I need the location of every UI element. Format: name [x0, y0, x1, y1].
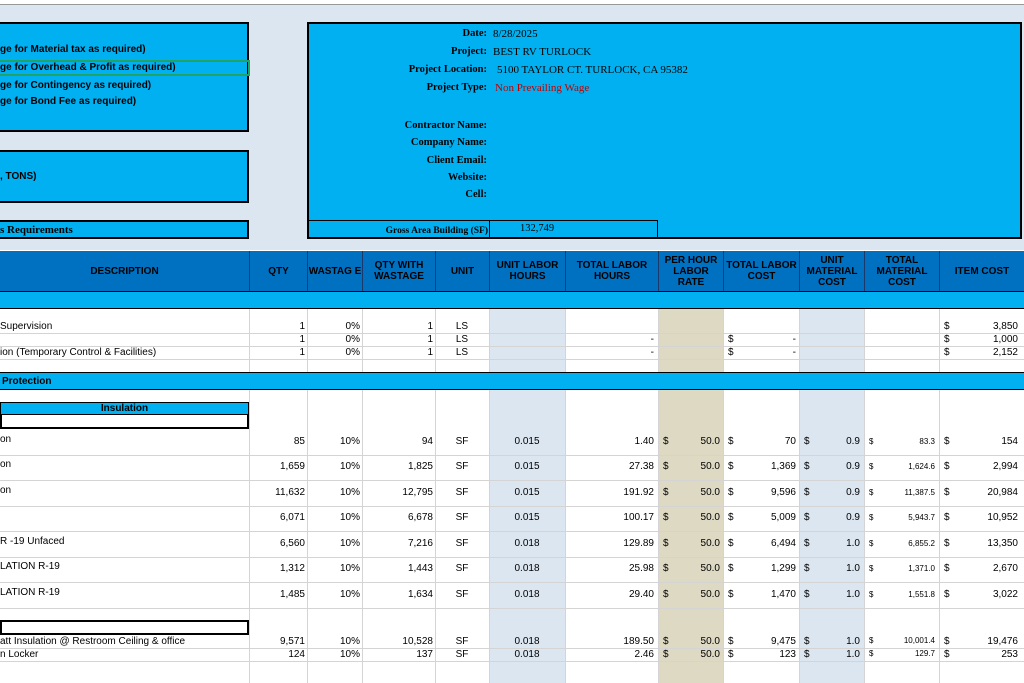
- cell-wastage[interactable]: 0%: [345, 321, 360, 332]
- note-overhead: ge for Overhead & Profit as required): [0, 62, 176, 73]
- protection-section-title: Protection: [2, 376, 52, 387]
- col-qty[interactable]: QTY: [250, 251, 308, 291]
- cell-material-currency[interactable]: $: [869, 590, 874, 599]
- cell-material-currency[interactable]: $: [869, 462, 874, 471]
- cell-unit-material-cost[interactable]: 1.0: [846, 563, 860, 574]
- cell-labor-cost[interactable]: -: [792, 334, 796, 345]
- cell-description[interactable]: on: [0, 485, 12, 496]
- cell-labor-rate[interactable]: 50.0: [700, 487, 720, 498]
- cell-material-cost[interactable]: 83.3: [919, 437, 935, 446]
- cell-item-cost-currency[interactable]: $: [944, 512, 950, 523]
- cell-item-cost-currency[interactable]: $: [944, 487, 950, 498]
- cell-item-cost[interactable]: 3,850: [992, 321, 1018, 332]
- cell-wastage[interactable]: 0%: [345, 334, 360, 345]
- gross-area-label: Gross Area Building (SF): [385, 226, 488, 236]
- cell-unit-material-currency[interactable]: $: [804, 649, 810, 660]
- project-value: BEST RV TURLOCK: [493, 46, 592, 58]
- location-label: Project Location:: [408, 64, 487, 75]
- cell-item-cost-currency[interactable]: $: [944, 321, 950, 332]
- cell-item-cost[interactable]: 10,952: [987, 512, 1018, 523]
- cell-item-cost-currency[interactable]: $: [944, 563, 950, 574]
- cell-labor-cost[interactable]: 70: [784, 436, 796, 447]
- col-total-labor-hours[interactable]: TOTAL LABOR HOURS: [566, 251, 659, 291]
- cell-labor-cost-currency[interactable]: $: [728, 436, 734, 447]
- cell-rate-currency[interactable]: $: [663, 436, 669, 447]
- cell-material-cost[interactable]: 11,387.5: [904, 488, 935, 497]
- cell-labor-cost[interactable]: 1,299: [770, 563, 796, 574]
- cell-unit[interactable]: SF: [455, 563, 469, 574]
- cell-unit[interactable]: LS: [455, 334, 469, 345]
- col-unit-material-cost[interactable]: UNIT MATERIAL COST: [800, 251, 865, 291]
- cell-labor-rate[interactable]: 50.0: [700, 436, 720, 447]
- cell-wastage[interactable]: 10%: [339, 487, 360, 498]
- cell-total-labor-hours[interactable]: 100.17: [623, 512, 654, 523]
- insulation-group-box: [0, 415, 249, 429]
- cell-item-cost[interactable]: 1,000: [992, 334, 1018, 345]
- cell-description[interactable]: on: [0, 459, 12, 470]
- cell-material-cost[interactable]: 1,624.6: [908, 462, 935, 471]
- batt-group-box: [0, 620, 249, 635]
- cell-item-cost-currency[interactable]: $: [944, 334, 950, 345]
- date-label: Date:: [462, 28, 487, 39]
- cell-labor-rate[interactable]: 50.0: [700, 512, 720, 523]
- cell-total-labor-hours[interactable]: 2.46: [634, 649, 654, 660]
- cell-unit-material-cost[interactable]: 1.0: [846, 636, 860, 647]
- cell-item-cost-currency[interactable]: $: [944, 461, 950, 472]
- cell-wastage[interactable]: 10%: [339, 589, 360, 600]
- cell-qty[interactable]: 1: [299, 334, 305, 345]
- cell-description[interactable]: n Locker: [0, 649, 39, 660]
- markup-notes-box: [0, 22, 249, 132]
- cell-unit-material-currency[interactable]: $: [804, 436, 810, 447]
- cell-qty[interactable]: 1,659: [279, 461, 305, 472]
- insulation-subheader-title: Insulation: [100, 403, 149, 414]
- cell-qty-with-wastage[interactable]: 7,216: [407, 538, 433, 549]
- cell-material-currency[interactable]: $: [869, 564, 874, 573]
- cell-unit[interactable]: SF: [455, 649, 469, 660]
- cell-labor-rate[interactable]: 50.0: [700, 649, 720, 660]
- cell-description[interactable]: Supervision: [0, 321, 53, 332]
- cell-total-labor-hours[interactable]: 29.40: [628, 589, 654, 600]
- cell-unit-material-cost[interactable]: 0.9: [846, 461, 860, 472]
- cell-material-cost[interactable]: 129.7: [914, 649, 935, 658]
- cell-unit-material-cost[interactable]: 1.0: [846, 538, 860, 549]
- cell-unit-material-currency[interactable]: $: [804, 512, 810, 523]
- row-separator: [0, 608, 1024, 609]
- cell-qty-with-wastage[interactable]: 1: [427, 347, 433, 358]
- cell-unit-material-cost[interactable]: 1.0: [846, 649, 860, 660]
- col-labor-rate[interactable]: PER HOUR LABOR RATE: [659, 251, 724, 291]
- cell-labor-cost-currency[interactable]: $: [728, 563, 734, 574]
- cell-labor-cost-currency[interactable]: $: [728, 461, 734, 472]
- cell-wastage[interactable]: 10%: [339, 512, 360, 523]
- cell-qty-with-wastage[interactable]: 1,825: [407, 461, 433, 472]
- row-separator: [0, 582, 1024, 583]
- cell-material-cost[interactable]: 1,371.0: [908, 564, 935, 573]
- col-item-cost[interactable]: ITEM COST: [940, 251, 1024, 291]
- row-separator: [0, 557, 1024, 558]
- cell-qty[interactable]: 9,571: [279, 636, 305, 647]
- cell-unit-material-cost[interactable]: 1.0: [846, 589, 860, 600]
- cell-item-cost[interactable]: 19,476: [987, 636, 1018, 647]
- cell-item-cost[interactable]: 2,670: [992, 563, 1018, 574]
- gross-area-value: 132,749: [520, 223, 555, 234]
- units-box: [0, 150, 249, 203]
- col-wastage[interactable]: WASTAG E: [308, 251, 363, 291]
- general-section-bar: [0, 291, 1024, 309]
- cell-qty-with-wastage[interactable]: 10,528: [402, 636, 433, 647]
- cell-wastage[interactable]: 10%: [339, 538, 360, 549]
- cell-item-cost-currency[interactable]: $: [944, 649, 950, 660]
- cell-total-labor-hours[interactable]: 1.40: [634, 436, 654, 447]
- col-unit[interactable]: UNIT: [436, 251, 490, 291]
- cell-labor-cost-currency[interactable]: $: [728, 538, 734, 549]
- cell-qty[interactable]: 1,485: [279, 589, 305, 600]
- cell-total-labor-hours[interactable]: 27.38: [628, 461, 654, 472]
- row-separator: [0, 661, 1024, 662]
- type-label: Project Type:: [426, 82, 487, 93]
- cell-unit[interactable]: SF: [455, 487, 469, 498]
- cell-wastage[interactable]: 10%: [339, 563, 360, 574]
- cell-unit[interactable]: LS: [455, 347, 469, 358]
- cell-unit-labor-hours[interactable]: 0.015: [514, 487, 540, 498]
- cell-item-cost[interactable]: 253: [1001, 649, 1018, 660]
- cell-qty-with-wastage[interactable]: 94: [421, 436, 433, 447]
- cell-unit-labor-hours[interactable]: 0.015: [514, 461, 540, 472]
- cell-total-labor-hours[interactable]: -: [650, 347, 654, 358]
- cell-item-cost[interactable]: 2,994: [992, 461, 1018, 472]
- row-separator: [0, 333, 1024, 334]
- cell-material-cost[interactable]: 1,551.8: [908, 590, 935, 599]
- cell-labor-cost-currency[interactable]: $: [728, 334, 734, 345]
- row-separator: [0, 455, 1024, 456]
- note-units: , TONS): [0, 171, 37, 182]
- cell-material-currency[interactable]: $: [869, 488, 874, 497]
- cell-unit[interactable]: SF: [455, 589, 469, 600]
- cell-wastage[interactable]: 10%: [339, 436, 360, 447]
- cell-labor-rate[interactable]: 50.0: [700, 563, 720, 574]
- row-separator: [0, 359, 1024, 360]
- note-bond: ge for Bond Fee as required): [0, 96, 137, 107]
- cell-item-cost[interactable]: 2,152: [992, 347, 1018, 358]
- cell-unit[interactable]: SF: [455, 636, 469, 647]
- cell-description[interactable]: R -19 Unfaced: [0, 536, 65, 547]
- cell-unit-material-cost[interactable]: 0.9: [846, 512, 860, 523]
- cell-unit-material-cost[interactable]: 0.9: [846, 436, 860, 447]
- cell-qty-with-wastage[interactable]: 1,443: [407, 563, 433, 574]
- cell-labor-cost-currency[interactable]: $: [728, 649, 734, 660]
- cell-unit-labor-hours[interactable]: 0.018: [514, 563, 540, 574]
- cell-labor-rate[interactable]: 50.0: [700, 636, 720, 647]
- cell-rate-currency[interactable]: $: [663, 461, 669, 472]
- cell-total-labor-hours[interactable]: 191.92: [623, 487, 654, 498]
- col-unit-labor-hours[interactable]: UNIT LABOR HOURS: [490, 251, 566, 291]
- cell-unit[interactable]: SF: [455, 461, 469, 472]
- col-total-labor-cost[interactable]: TOTAL LABOR COST: [724, 251, 800, 291]
- col-qty-with-wastage[interactable]: QTY WITH WASTAGE: [363, 251, 436, 291]
- cell-labor-rate[interactable]: 50.0: [700, 538, 720, 549]
- cell-rate-currency[interactable]: $: [663, 563, 669, 574]
- cell-material-currency[interactable]: $: [869, 636, 874, 645]
- cell-item-cost-currency[interactable]: $: [944, 636, 950, 647]
- cell-labor-cost-currency[interactable]: $: [728, 589, 734, 600]
- type-value: Non Prevailing Wage: [495, 82, 590, 94]
- cell-total-labor-hours[interactable]: 25.98: [628, 563, 654, 574]
- cell-item-cost[interactable]: 154: [1001, 436, 1018, 447]
- cell-labor-cost-currency[interactable]: $: [728, 347, 734, 358]
- row-separator: [0, 531, 1024, 532]
- cell-description[interactable]: LATION R-19: [0, 561, 60, 572]
- cell-item-cost-currency[interactable]: $: [944, 538, 950, 549]
- cell-rate-currency[interactable]: $: [663, 589, 669, 600]
- cell-labor-rate[interactable]: 50.0: [700, 461, 720, 472]
- cell-unit-material-currency[interactable]: $: [804, 538, 810, 549]
- cell-labor-cost[interactable]: 1,369: [770, 461, 796, 472]
- cell-material-currency[interactable]: $: [869, 649, 874, 658]
- cell-unit-material-currency[interactable]: $: [804, 563, 810, 574]
- cell-qty[interactable]: 11,632: [275, 487, 305, 498]
- cell-unit[interactable]: SF: [455, 512, 469, 523]
- cell-rate-currency[interactable]: $: [663, 487, 669, 498]
- cell-unit-material-currency[interactable]: $: [804, 461, 810, 472]
- cell-wastage[interactable]: 0%: [345, 347, 360, 358]
- cell-labor-rate[interactable]: 50.0: [700, 589, 720, 600]
- cell-material-currency[interactable]: $: [869, 539, 874, 548]
- cell-qty[interactable]: 124: [288, 649, 305, 660]
- cell-unit-labor-hours[interactable]: 0.015: [514, 512, 540, 523]
- cell-item-cost-currency[interactable]: $: [944, 347, 950, 358]
- date-value: 8/28/2025: [493, 28, 538, 40]
- cell-unit-labor-hours[interactable]: 0.015: [514, 436, 540, 447]
- cell-wastage[interactable]: 10%: [339, 461, 360, 472]
- cell-unit-labor-hours[interactable]: 0.018: [514, 589, 540, 600]
- note-contingency: ge for Contingency as required): [0, 80, 152, 91]
- cell-qty[interactable]: 85: [293, 436, 305, 447]
- row-separator: [0, 480, 1024, 481]
- cell-unit[interactable]: LS: [455, 321, 469, 332]
- cell-total-labor-hours[interactable]: 129.89: [623, 538, 654, 549]
- website-label: Website:: [447, 172, 487, 183]
- cell-qty[interactable]: 6,071: [279, 512, 305, 523]
- cell-qty-with-wastage[interactable]: 137: [416, 649, 433, 660]
- cell-qty-with-wastage[interactable]: 12,795: [402, 487, 433, 498]
- cell-labor-cost-currency[interactable]: $: [728, 512, 734, 523]
- cell-labor-cost[interactable]: 9,596: [770, 487, 796, 498]
- cell-total-labor-hours[interactable]: -: [650, 334, 654, 345]
- cell-material-currency[interactable]: $: [869, 437, 874, 446]
- cell-labor-cost[interactable]: 123: [779, 649, 796, 660]
- cell-item-cost[interactable]: 13,350: [987, 538, 1018, 549]
- cell-unit[interactable]: SF: [455, 538, 469, 549]
- cell-labor-cost[interactable]: 9,475: [770, 636, 796, 647]
- cell-description[interactable]: ion (Temporary Control & Facilities): [0, 347, 157, 358]
- cell-item-cost[interactable]: 3,022: [992, 589, 1018, 600]
- location-value: 5100 TAYLOR CT. TURLOCK, CA 95382: [497, 64, 688, 76]
- cell-qty-with-wastage[interactable]: 1,634: [407, 589, 433, 600]
- cell-unit-labor-hours[interactable]: 0.018: [514, 636, 540, 647]
- row-separator: [0, 506, 1024, 507]
- note-material-tax: ge for Material tax as required): [0, 44, 146, 55]
- cell-labor-cost[interactable]: 5,009: [770, 512, 796, 523]
- cell-description[interactable]: att Insulation @ Restroom Ceiling & office: [0, 636, 186, 647]
- cell-unit-material-cost[interactable]: 0.9: [846, 487, 860, 498]
- cell-labor-cost[interactable]: 6,494: [770, 538, 796, 549]
- cell-labor-cost[interactable]: 1,470: [770, 589, 796, 600]
- cell-unit-material-currency[interactable]: $: [804, 636, 810, 647]
- cell-unit[interactable]: SF: [455, 436, 469, 447]
- cell-unit-material-currency[interactable]: $: [804, 589, 810, 600]
- cell-qty[interactable]: 6,560: [279, 538, 305, 549]
- cell-material-cost[interactable]: 5,943.7: [908, 513, 935, 522]
- cell-qty[interactable]: 1: [299, 347, 305, 358]
- cell-rate-currency[interactable]: $: [663, 636, 669, 647]
- gross-area-divider: [489, 220, 490, 239]
- cell-label: Cell:: [465, 189, 487, 200]
- cell-material-cost[interactable]: 10,001.4: [903, 636, 935, 645]
- cell-total-labor-hours[interactable]: 189.50: [623, 636, 654, 647]
- cell-labor-cost-currency[interactable]: $: [728, 487, 734, 498]
- project-label: Project:: [451, 46, 487, 57]
- cell-description[interactable]: on: [0, 434, 12, 445]
- cell-qty[interactable]: 1,312: [279, 563, 305, 574]
- cell-unit-labor-hours[interactable]: 0.018: [514, 649, 540, 660]
- cell-item-cost-currency[interactable]: $: [944, 436, 950, 447]
- cell-rate-currency[interactable]: $: [663, 649, 669, 660]
- cell-material-currency[interactable]: $: [869, 513, 874, 522]
- cell-description[interactable]: LATION R-19: [0, 587, 60, 598]
- cell-unit-material-currency[interactable]: $: [804, 487, 810, 498]
- column-strip: [0, 0, 1024, 5]
- cell-wastage[interactable]: 10%: [339, 649, 360, 660]
- cell-item-cost-currency[interactable]: $: [944, 589, 950, 600]
- cell-labor-cost[interactable]: -: [792, 347, 796, 358]
- cell-qty-with-wastage[interactable]: 6,678: [407, 512, 433, 523]
- cell-material-cost[interactable]: 6,855.2: [908, 539, 935, 548]
- email-label: Client Email:: [426, 155, 487, 166]
- cell-qty[interactable]: 1: [299, 321, 305, 332]
- note-requirements: s Requirements: [0, 224, 73, 236]
- col-total-material-cost[interactable]: TOTAL MATERIAL COST: [865, 251, 940, 291]
- col-description[interactable]: DESCRIPTION: [0, 251, 250, 291]
- cell-wastage[interactable]: 10%: [339, 636, 360, 647]
- cell-labor-cost-currency[interactable]: $: [728, 636, 734, 647]
- company-label: Company Name:: [410, 137, 487, 148]
- cell-item-cost[interactable]: 20,984: [987, 487, 1018, 498]
- contractor-label: Contractor Name:: [404, 120, 487, 131]
- cell-rate-currency[interactable]: $: [663, 538, 669, 549]
- cell-rate-currency[interactable]: $: [663, 512, 669, 523]
- cell-unit-labor-hours[interactable]: 0.018: [514, 538, 540, 549]
- cell-qty-with-wastage[interactable]: 1: [427, 334, 433, 345]
- protection-section-bar: [0, 372, 1024, 390]
- cell-qty-with-wastage[interactable]: 1: [427, 321, 433, 332]
